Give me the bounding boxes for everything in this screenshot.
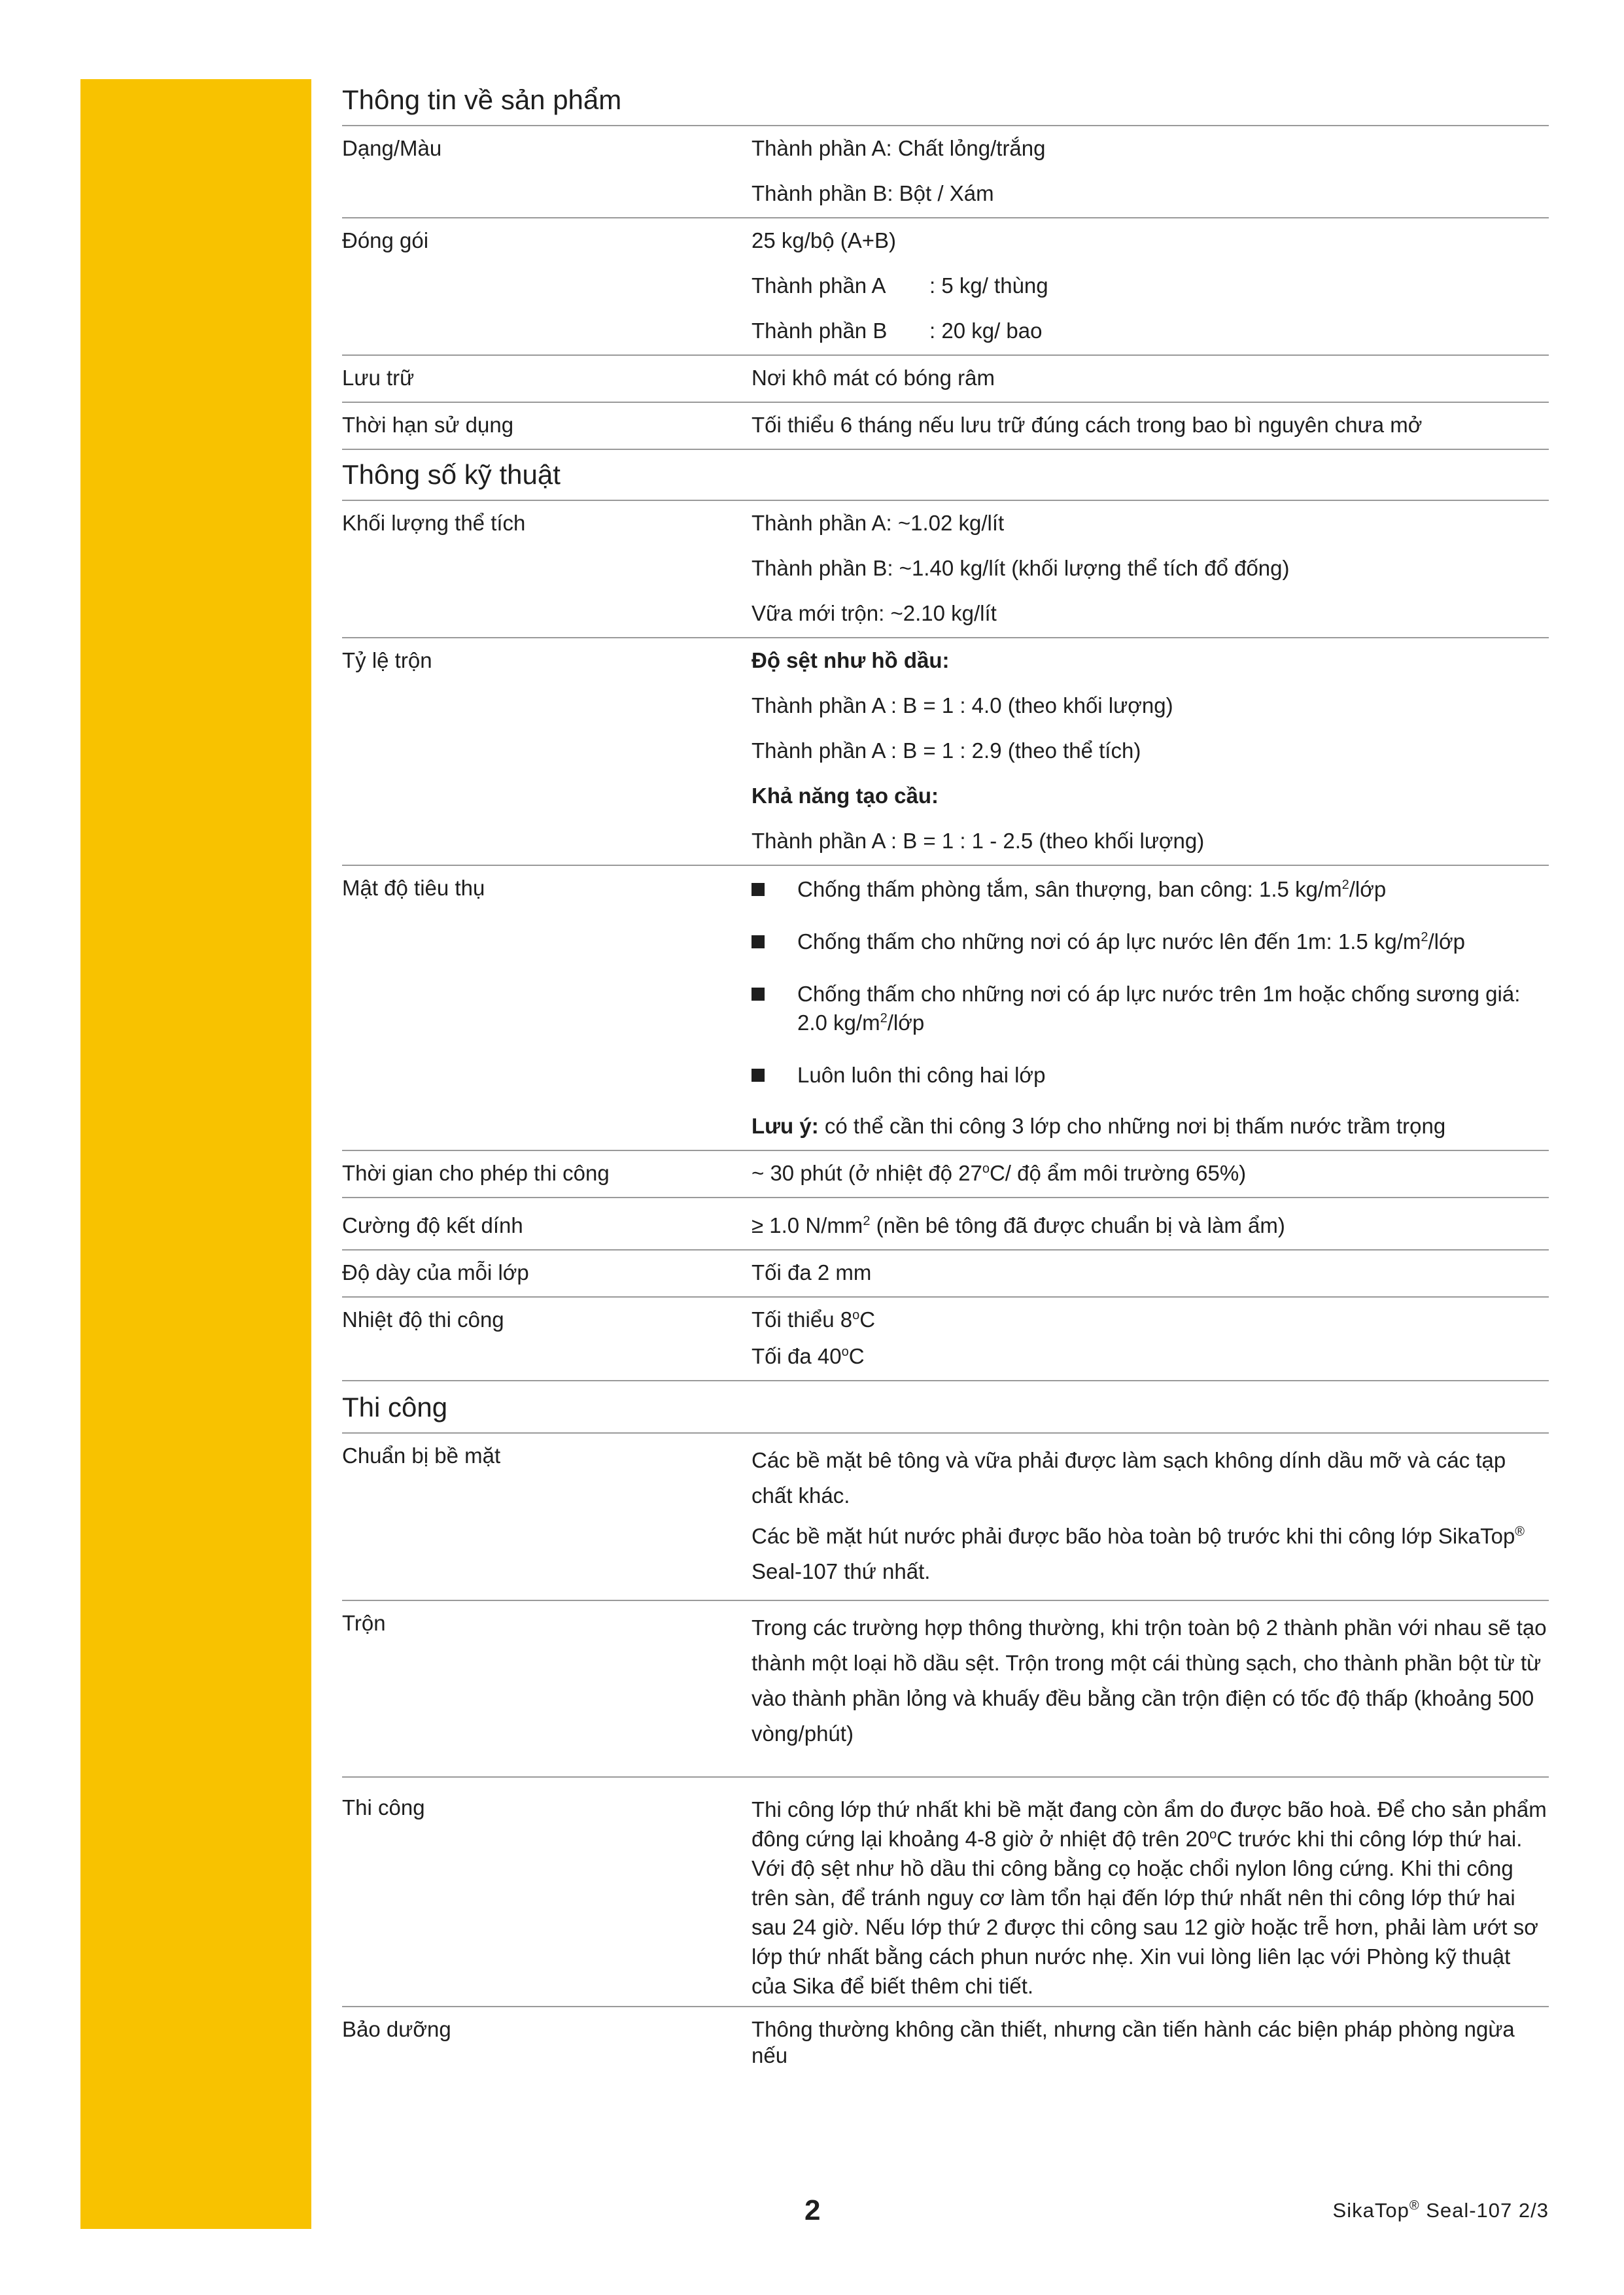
row-values — [752, 875, 1549, 1145]
bullet-text: Chống thấm phòng tắm, sân thượng, ban công: 1.5 $kg/m^2$/lớp — [797, 877, 1387, 901]
row-values — [752, 1207, 1549, 1244]
row-pot-life — [342, 1151, 1549, 1198]
row-label: Chuẩn bị bề mặt — [342, 1443, 501, 1468]
document-content — [342, 79, 1549, 2079]
value-line: 25 kg/bộ (A+B) — [752, 228, 897, 252]
note-label: Lưu ý: — [752, 1114, 819, 1138]
bullet-item — [752, 927, 1549, 956]
component-value: : 20 kg/ bao — [929, 319, 1043, 343]
row-application — [342, 1778, 1549, 2007]
note-text: có thể cần thi công 3 lớp cho những nơi bị thấm nước trầm trọng — [818, 1114, 1446, 1138]
row-label: Thời gian cho phép thi công — [342, 1161, 610, 1185]
row-temperature — [342, 1298, 1549, 1381]
row-values — [752, 647, 1549, 859]
row-shelf-life — [342, 403, 1549, 450]
row-label: Mật độ tiêu thụ — [342, 876, 485, 900]
value-line: Tối đa 40$^o$C — [752, 1344, 865, 1368]
row-packaging — [342, 218, 1549, 356]
bullet-text: Luôn luôn thi công hai lớp — [797, 1063, 1046, 1087]
row-label: Trộn — [342, 1611, 386, 1635]
bullet-text: Chống thấm cho những nơi có áp lực nước lên đến 1m: 1.5 $kg/m^2$/lớp — [797, 929, 1466, 954]
value-line: Thành phần A : B = 1 : 1 - 2.5 (theo khối lượng) — [752, 829, 1205, 853]
row-label: Lưu trữ — [342, 366, 415, 390]
row-values — [752, 412, 1549, 443]
bullet-item — [752, 875, 1549, 904]
value-line: Thành phần A: Chất lỏng/trắng — [752, 136, 1046, 160]
row-values — [752, 228, 1549, 349]
value-line: Nơi khô mát có bóng râm — [752, 366, 995, 390]
square-bullet-icon — [752, 935, 765, 948]
subheading: Độ sệt như hồ dầu: — [752, 648, 950, 672]
row-values — [752, 1160, 1549, 1192]
paragraph: Trong các trường hợp thông thường, khi trộn toàn bộ 2 thành phần với nhau sẽ tạo thành một loại hồ dầu sệt. Trộn trong một cái thùng sạch, cho thành phần bột từ từ vào thành phần lỏng và khuấy đều bằng cần trộn điện có tốc độ thấp (khoảng 500 vòng/phút) — [752, 1615, 1547, 1746]
paragraph: Các bề mặt bê tông và vữa phải được làm sạch không dính dầu mỡ và các tạp chất khác. — [752, 1448, 1506, 1508]
bullet-text: Chống thấm cho những nơi có áp lực nước trên 1m hoặc chống sương giá: 2.0 $kg/m^2$/lớp — [797, 982, 1521, 1035]
component-value: : 5 kg/ thùng — [929, 273, 1048, 298]
row-values — [752, 2016, 1549, 2074]
row-storage — [342, 356, 1549, 403]
row-consumption — [342, 866, 1549, 1151]
value-line — [752, 273, 1549, 299]
value-line: Thành phần B: ~1.40 kg/lít (khối lượng thể tích đổ đống) — [752, 556, 1290, 580]
value-line: Tối thiểu 6 tháng nếu lưu trữ đúng cách trong bao bì nguyên chưa mở — [752, 413, 1423, 437]
paragraph: Thi công lớp thứ nhất khi bề mặt đang còn ẩm do được bão hoà. Để cho sản phẩm đông cứng lại khoảng 4-8 giờ ở nhiệt độ trên 20$^o$C trước khi thi công lớp thứ hai. Với độ sệt như hồ dầu thi công bằng cọ hoặc chổi nylon lông cứng. Khi thi công trên sàn, để tránh nguy cơ làm tổn hại đến lớp thứ nhất nên thi công lớp thứ hai sau 24 giờ. Nếu lớp thứ 2 được thi công sau 12 giờ hoặc trễ hơn, phải làm ướt sơ lớp thứ nhất bằng cách phun nước nhẹ. Xin vui lòng liên lạc với Phòng kỹ thuật của Sika để biết thêm chi tiết. — [752, 1797, 1547, 1998]
row-values — [752, 1795, 1549, 2001]
value-line: ~ 30 phút (ở nhiệt độ 27$^o$C/ độ ẩm môi trường 65%) — [752, 1161, 1247, 1185]
row-label: Tỷ lệ trộn — [342, 648, 432, 672]
row-label: Khối lượng thể tích — [342, 511, 526, 535]
section-title-technical: Thông số kỹ thuật — [342, 459, 561, 490]
value-line — [752, 318, 1549, 344]
bullet-item — [752, 1061, 1549, 1090]
value-line: Vữa mới trộn: ~2.10 kg/lít — [752, 601, 997, 625]
row-values — [752, 365, 1549, 396]
bullet-item — [752, 980, 1549, 1037]
page-number: 2 — [804, 2194, 821, 2226]
row-label: Cường độ kết dính — [342, 1213, 523, 1237]
section-title-application: Thi công — [342, 1392, 448, 1423]
row-mixing-ratio — [342, 638, 1549, 866]
value-line: Thành phần B: Bột / Xám — [752, 181, 994, 205]
component-name: Thành phần A — [752, 273, 886, 298]
row-values — [752, 135, 1549, 212]
row-thickness — [342, 1251, 1549, 1298]
row-curing — [342, 2007, 1549, 2079]
row-density — [342, 501, 1549, 638]
row-surface-preparation — [342, 1434, 1549, 1601]
row-values — [752, 1260, 1549, 1291]
row-values — [752, 1443, 1549, 1595]
value-line: Thành phần A : B = 1 : 2.9 (theo thể tích) — [752, 738, 1141, 763]
square-bullet-icon — [752, 883, 765, 896]
row-label: Thi công — [342, 1795, 425, 1820]
row-bond-strength — [342, 1198, 1549, 1251]
row-mixing — [342, 1601, 1549, 1778]
value-line: Thành phần A : B = 1 : 4.0 (theo khối lượng) — [752, 693, 1173, 717]
note-line — [752, 1113, 1549, 1139]
value-line: Thành phần A: ~1.02 kg/lít — [752, 511, 1005, 535]
value-line: Tối thiểu 8$^o$C — [752, 1307, 876, 1332]
row-label: Độ dày của mỗi lớp — [342, 1260, 529, 1285]
row-values — [752, 1610, 1549, 1771]
row-values — [752, 510, 1549, 632]
sidebar-color-bar — [80, 79, 311, 2229]
row-appearance — [342, 126, 1549, 218]
value-line: ≥ 1.0 $N/mm^2$ (nền bê tông đã được chuẩn bị và làm ẩm) — [752, 1213, 1285, 1237]
section-title-product-info: Thông tin về sản phẩm — [342, 84, 622, 115]
row-label: Thời hạn sử dụng — [342, 413, 514, 437]
square-bullet-icon — [752, 988, 765, 1001]
subheading: Khả năng tạo cầu: — [752, 784, 939, 808]
value-line: Tối đa 2 mm — [752, 1260, 872, 1285]
value-line: Thông thường không cần thiết, nhưng cần tiến hành các biện pháp phòng ngừa nếu — [752, 2017, 1515, 2067]
row-values — [752, 1307, 1549, 1375]
product-footer: SikaTop® Seal-107 2/3 — [1332, 2198, 1549, 2222]
row-label: Bảo dưỡng — [342, 2017, 451, 2041]
row-label: Dạng/Màu — [342, 136, 442, 160]
square-bullet-icon — [752, 1069, 765, 1082]
row-label: Đóng gói — [342, 228, 429, 252]
row-label: Nhiệt độ thi công — [342, 1307, 504, 1332]
component-name: Thành phần B — [752, 319, 888, 343]
paragraph: Các bề mặt hút nước phải được bão hòa toàn bộ trước khi thi công lớp SikaTop® Seal-107 thứ nhất. — [752, 1524, 1525, 1583]
